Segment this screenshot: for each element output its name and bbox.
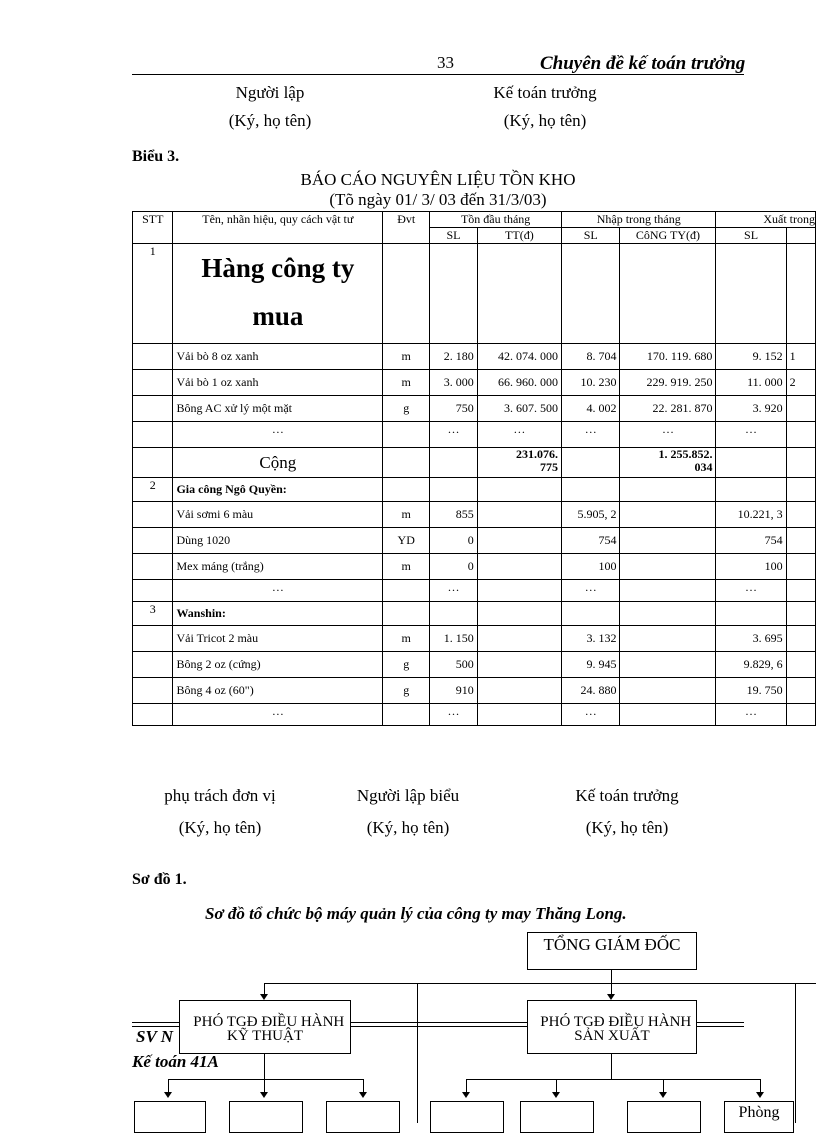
ellipsis-row	[133, 580, 816, 602]
header-tt: TT(đ)	[477, 228, 561, 244]
connector	[760, 1079, 761, 1093]
connector	[466, 1079, 760, 1080]
import-tt: 170. 119. 680	[620, 344, 716, 370]
import-sl: 9. 945	[562, 652, 620, 678]
ellipsis: …	[562, 422, 620, 448]
section-row	[133, 602, 816, 626]
import-tt: 22. 281. 870	[620, 396, 716, 422]
header-cong-ty: CôNG TY(đ)	[620, 228, 716, 244]
section-stt: 3	[133, 602, 173, 626]
vp-technical-box	[179, 1000, 351, 1054]
signature-note: (Ký, họ tên)	[178, 818, 262, 837]
connector	[417, 983, 418, 1123]
ellipsis: …	[477, 422, 561, 448]
ceo-box	[527, 932, 697, 970]
item-unit: m	[383, 370, 430, 396]
item-name: Mex máng (trắng)	[173, 554, 383, 580]
signature-chief-accountant-2	[552, 786, 702, 838]
total-opening-tt: 231.076. 775	[477, 448, 561, 478]
signature-note: (Ký, họ tên)	[228, 111, 312, 130]
table-row	[133, 678, 816, 704]
header-tt-clipped	[786, 228, 815, 244]
item-name: Bông AC xử lý một mặt	[173, 396, 383, 422]
dept-label: Phòng	[738, 1104, 780, 1121]
opening-sl: 3. 000	[430, 370, 478, 396]
connector	[611, 1053, 612, 1079]
import-sl: 100	[562, 554, 620, 580]
export-sl: 754	[716, 528, 786, 554]
inventory-table	[132, 211, 816, 726]
table-row	[133, 370, 816, 396]
opening-sl: 0	[430, 528, 478, 554]
import-sl: 8. 704	[562, 344, 620, 370]
ellipsis: …	[173, 580, 383, 602]
signature-report-preparer	[338, 786, 478, 838]
import-sl: 24. 880	[562, 678, 620, 704]
item-unit: g	[383, 396, 430, 422]
total-row	[133, 448, 816, 478]
table-row	[133, 554, 816, 580]
connector	[556, 1079, 557, 1093]
table-row	[133, 502, 816, 528]
ellipsis: …	[716, 704, 786, 726]
import-sl: 3. 132	[562, 626, 620, 652]
connector	[264, 983, 816, 984]
ellipsis: …	[173, 422, 383, 448]
footer-svn: SV N	[136, 1027, 174, 1046]
arrow-icon	[359, 1092, 367, 1098]
table-header-row	[133, 212, 816, 228]
arrow-icon	[756, 1092, 764, 1098]
signature-chief-accountant	[470, 83, 620, 131]
dept-box	[430, 1101, 504, 1133]
report-subtitle: (Tõ ngày 01/ 3/ 03 đến 31/3/03)	[329, 190, 547, 209]
ellipsis: …	[430, 704, 478, 726]
connector	[466, 1079, 467, 1093]
signature-role: Người lập	[235, 83, 305, 102]
ellipsis: …	[620, 422, 716, 448]
total-label: Cộng	[173, 448, 383, 478]
total-import-tt: 1. 255.852. 034	[620, 448, 716, 478]
export-sl: 100	[716, 554, 786, 580]
header-rule	[132, 74, 744, 75]
ellipsis: …	[716, 580, 786, 602]
item-name: Vải bò 1 oz xanh	[173, 370, 383, 396]
item-name: Vải bò 8 oz xanh	[173, 344, 383, 370]
header-stt: STT	[133, 212, 173, 244]
footer-class: Kế toán 41A	[132, 1052, 219, 1071]
export-sl: 3. 695	[716, 626, 786, 652]
opening-tt: 66. 960. 000	[477, 370, 561, 396]
ellipsis-row	[133, 422, 816, 448]
ceo-label: TỔNG GIÁM ĐỐC	[543, 935, 681, 954]
item-unit: m	[383, 344, 430, 370]
ellipsis: …	[716, 422, 786, 448]
opening-sl: 2. 180	[430, 344, 478, 370]
ellipsis: …	[430, 580, 478, 602]
section-row	[133, 478, 816, 502]
item-name: Vải Tricot 2 màu	[173, 626, 383, 652]
import-sl: 5.905, 2	[562, 502, 620, 528]
export-sl: 9.829, 6	[716, 652, 786, 678]
arrow-icon	[260, 1092, 268, 1098]
opening-sl: 855	[430, 502, 478, 528]
ellipsis: …	[562, 580, 620, 602]
import-sl: 4. 002	[562, 396, 620, 422]
import-sl: 10. 230	[562, 370, 620, 396]
header-import: Nhập trong tháng	[562, 212, 716, 228]
export-sl: 3. 920	[716, 396, 786, 422]
export-tt: 1	[786, 344, 815, 370]
opening-sl: 910	[430, 678, 478, 704]
vp-production-box	[527, 1000, 697, 1054]
opening-sl: 750	[430, 396, 478, 422]
dept-box	[134, 1101, 206, 1133]
signature-unit-head	[140, 786, 300, 838]
page-number: 33	[437, 53, 454, 72]
dept-box	[520, 1101, 594, 1133]
header-unit: Đvt	[383, 212, 430, 244]
arrow-icon	[552, 1092, 560, 1098]
opening-tt: 3. 607. 500	[477, 396, 561, 422]
opening-tt: 42. 074. 000	[477, 344, 561, 370]
dept-box	[229, 1101, 303, 1133]
header-name: Tên, nhãn hiệu, quy cách vật tư	[173, 212, 383, 244]
ellipsis-row	[133, 704, 816, 726]
header-sl: SL	[562, 228, 620, 244]
item-name: Bông 4 oz (60")	[173, 678, 383, 704]
diagram-title: Sơ đồ tổ chức bộ máy quản lý của công ty may Thăng Long.	[205, 904, 627, 923]
vp-production-label: PHÓ TGĐ ĐIỀU HÀNH SẢN XUẤT	[540, 1014, 692, 1044]
item-unit: YD	[383, 528, 430, 554]
connector	[363, 1079, 364, 1093]
dept-box	[627, 1101, 701, 1133]
table-row	[133, 626, 816, 652]
vp-technical-label: PHÓ TGĐ ĐIỀU HÀNH KỸ THUẬT	[193, 1014, 345, 1044]
dept-box-phong	[724, 1101, 794, 1133]
table-row	[133, 528, 816, 554]
item-unit: g	[383, 652, 430, 678]
connector	[168, 1079, 364, 1080]
dept-box	[326, 1101, 400, 1133]
export-sl: 10.221, 3	[716, 502, 786, 528]
section-row	[133, 244, 816, 344]
diagram-label: Sơ đồ 1.	[132, 871, 187, 888]
header-sl: SL	[430, 228, 478, 244]
signature-role: Người lập biểu	[356, 786, 460, 805]
export-sl: 9. 152	[716, 344, 786, 370]
arrow-icon	[164, 1092, 172, 1098]
item-name: Dùng 1020	[173, 528, 383, 554]
signature-note: (Ký, họ tên)	[366, 818, 450, 837]
signature-role: phụ trách đơn vị	[164, 786, 276, 805]
import-tt: 229. 919. 250	[620, 370, 716, 396]
section-title: Hàng công ty mua	[173, 244, 383, 344]
signature-role: Kế toán trưởng	[575, 786, 679, 805]
item-unit: g	[383, 678, 430, 704]
report-heading	[132, 170, 744, 210]
signature-note: (Ký, họ tên)	[503, 111, 587, 130]
header-sl: SL	[716, 228, 786, 244]
connector	[611, 969, 612, 995]
opening-sl: 500	[430, 652, 478, 678]
connector	[795, 983, 796, 1123]
connector	[663, 1079, 664, 1093]
export-sl: 19. 750	[716, 678, 786, 704]
report-title: BÁO CÁO NGUYÊN LIỆU TỒN KHO	[300, 170, 576, 189]
table-row	[133, 652, 816, 678]
connector	[264, 1079, 265, 1093]
section-title: Gia công Ngô Quyền:	[173, 478, 383, 502]
export-sl: 11. 000	[716, 370, 786, 396]
section-stt: 1	[133, 244, 173, 344]
signature-preparer	[200, 83, 340, 131]
arrow-icon	[462, 1092, 470, 1098]
section-stt: 2	[133, 478, 173, 502]
item-name: Vải sơmi 6 màu	[173, 502, 383, 528]
document-title: Chuyên đề kế toán trưởng	[540, 53, 746, 74]
ellipsis: …	[430, 422, 478, 448]
import-sl: 754	[562, 528, 620, 554]
ellipsis: …	[562, 704, 620, 726]
signature-note: (Ký, họ tên)	[585, 818, 669, 837]
item-unit: m	[383, 554, 430, 580]
connector	[264, 1053, 265, 1079]
opening-sl: 1. 150	[430, 626, 478, 652]
item-unit: m	[383, 626, 430, 652]
opening-sl: 0	[430, 554, 478, 580]
item-unit: m	[383, 502, 430, 528]
arrow-icon	[659, 1092, 667, 1098]
connector	[168, 1079, 169, 1093]
export-tt: 2	[786, 370, 815, 396]
header-opening: Tồn đầu tháng	[430, 212, 562, 228]
section-title: Wanshin:	[173, 602, 383, 626]
exhibit-label: Biểu 3.	[132, 148, 180, 165]
ellipsis: …	[173, 704, 383, 726]
item-name: Bông 2 oz (cứng)	[173, 652, 383, 678]
table-row	[133, 344, 816, 370]
header-export: Xuất trong	[716, 212, 816, 228]
export-tt	[786, 396, 815, 422]
signature-role: Kế toán trưởng	[493, 83, 597, 102]
table-row	[133, 396, 816, 422]
